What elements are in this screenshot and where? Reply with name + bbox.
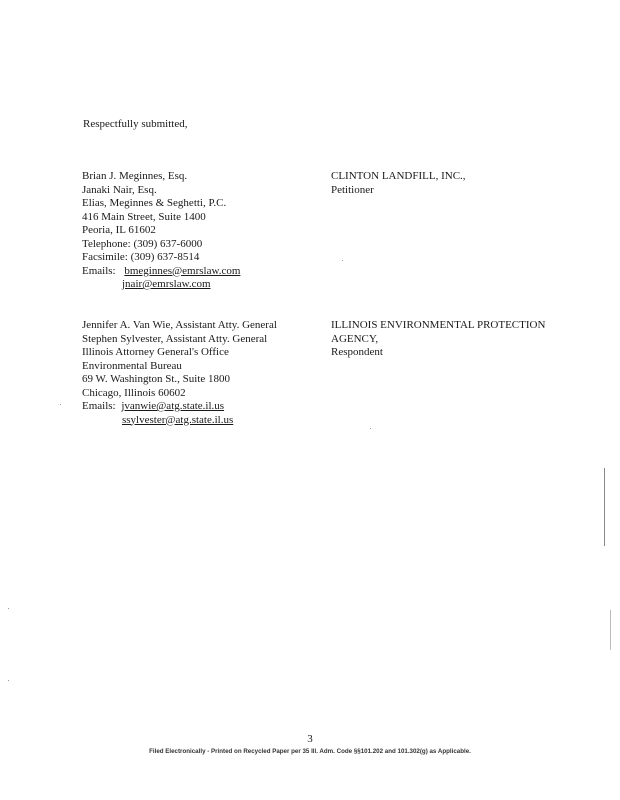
scan-artifact-line: [604, 468, 605, 546]
scan-speck: [8, 608, 9, 609]
emails-row: [82, 278, 240, 292]
respondent-role: Respondent: [331, 346, 383, 358]
counsel-line: 416 Main Street, Suite 1400: [82, 210, 206, 223]
counsel-line: Telephone: (309) 637-6000: [82, 237, 203, 250]
emails-row: [82, 400, 277, 414]
respondent-counsel-block: [82, 319, 277, 427]
emails-label: Emails:: [82, 400, 116, 412]
email-link[interactable]: jvanwie@atg.state.il.us: [121, 400, 225, 412]
footer-notice: Filed Electronically - Printed on Recycled Paper per 35 Ill. Adm. Code §§101.202 and 101.302(g) as Applicable.: [149, 748, 471, 755]
respondent-block: [331, 319, 545, 360]
scan-speck: [370, 428, 371, 429]
scan-artifact-line: [610, 610, 611, 650]
counsel-line: Janaki Nair, Esq.: [82, 183, 157, 196]
counsel-line: Stephen Sylvester, Assistant Atty. General: [82, 332, 268, 345]
respondent-name: ILLINOIS ENVIRONMENTAL PROTECTION: [331, 319, 546, 331]
closing-text: Respectfully submitted,: [83, 118, 188, 130]
page-number: 3: [307, 733, 313, 745]
scan-speck: [60, 404, 61, 405]
counsel-line: Facsimile: (309) 637-8514: [82, 251, 200, 263]
petitioner-role: Petitioner: [331, 183, 374, 196]
counsel-line: Elias, Meginnes & Seghetti, P.C.: [82, 197, 227, 209]
counsel-line: Jennifer A. Van Wie, Assistant Atty. General: [82, 319, 277, 331]
counsel-line: Chicago, Illinois 60602: [82, 386, 186, 399]
counsel-line: Environmental Bureau: [82, 359, 182, 372]
respondent-name: AGENCY,: [331, 332, 379, 345]
counsel-line: Illinois Attorney General's Office: [82, 346, 229, 358]
petitioner-name: CLINTON LANDFILL, INC.,: [331, 170, 466, 182]
email-link[interactable]: bmeginnes@emrslaw.com: [124, 264, 241, 277]
counsel-line: 69 W. Washington St., Suite 1800: [82, 373, 231, 385]
scan-speck: [342, 260, 343, 261]
petitioner-block: [331, 170, 466, 197]
counsel-line: Brian J. Meginnes, Esq.: [82, 170, 188, 182]
counsel-line: Peoria, IL 61602: [82, 224, 156, 236]
email-link[interactable]: ssylvester@atg.state.il.us: [122, 413, 234, 426]
emails-row: [82, 265, 240, 279]
emails-label: Emails:: [82, 264, 116, 277]
emails-row: [82, 414, 277, 428]
petitioner-counsel-block: [82, 170, 240, 292]
scan-speck: [8, 680, 9, 681]
email-link[interactable]: jnair@emrslaw.com: [122, 278, 211, 290]
